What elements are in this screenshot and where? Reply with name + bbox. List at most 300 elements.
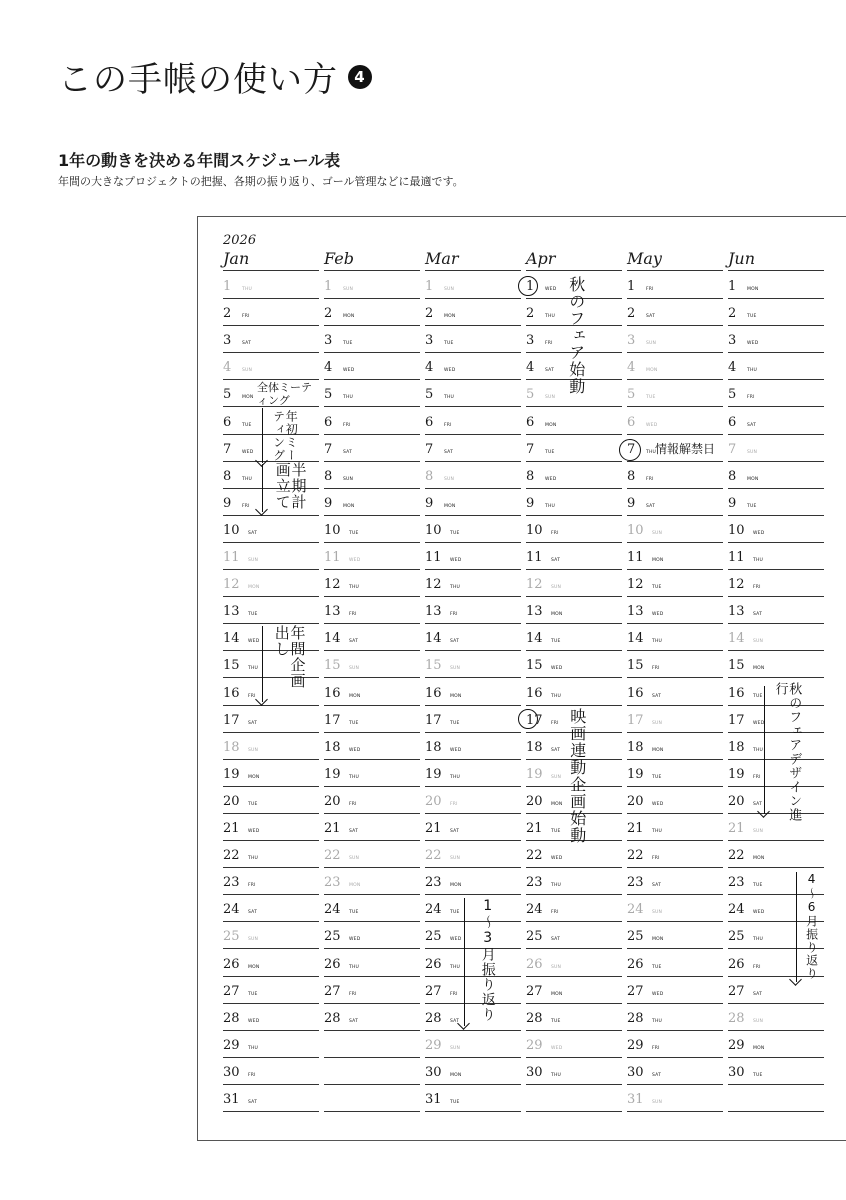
- weekday-label: SAT: [248, 720, 258, 726]
- weekday-label: SAT: [551, 937, 561, 943]
- note-jun-design: 秋のフェアデザイン進行: [772, 682, 802, 822]
- day-number: 6: [526, 414, 535, 430]
- day-number: 6: [324, 414, 333, 430]
- day-number: 25: [223, 929, 240, 945]
- weekday-label: FRI: [753, 585, 761, 591]
- day-number: 17: [627, 712, 644, 728]
- day-row: [324, 840, 420, 868]
- weekday-label: TUE: [242, 422, 252, 428]
- day-number: 23: [223, 875, 240, 891]
- day-row: [324, 488, 420, 516]
- day-row: [627, 867, 723, 895]
- day-row: [425, 840, 521, 868]
- day-number: 10: [526, 522, 543, 538]
- weekday-label: FRI: [242, 503, 250, 509]
- day-row: [324, 732, 420, 760]
- day-number: 25: [526, 929, 543, 945]
- note-may-release: 情報解禁日: [655, 442, 716, 456]
- weekday-label: TUE: [753, 693, 763, 699]
- day-row: [223, 867, 319, 895]
- day-row: [526, 1057, 622, 1085]
- day-row: [223, 569, 319, 597]
- day-row: [728, 298, 824, 326]
- weekday-label: SAT: [753, 991, 763, 997]
- day-number: 8: [526, 468, 535, 484]
- weekday-label: WED: [545, 287, 557, 292]
- day-number: 20: [728, 793, 745, 809]
- day-number: 25: [627, 929, 644, 945]
- day-number: 19: [324, 766, 341, 782]
- day-number: 16: [526, 685, 543, 701]
- day-number: 14: [425, 631, 442, 647]
- weekday-label: WED: [551, 1045, 563, 1051]
- day-row: [526, 515, 622, 543]
- weekday-label: MON: [242, 395, 254, 401]
- day-number: 18: [627, 739, 644, 755]
- day-row: [324, 678, 420, 706]
- weekday-label: TUE: [248, 801, 258, 807]
- weekday-label: SUN: [444, 476, 455, 482]
- note-jun-arrow-2: [796, 872, 797, 982]
- day-number: 23: [526, 875, 543, 891]
- day-row: [627, 352, 723, 380]
- empty-row: [728, 1084, 824, 1112]
- day-number: 8: [425, 468, 434, 484]
- weekday-label: THU: [248, 1045, 259, 1051]
- day-number: 2: [425, 306, 434, 322]
- day-row: [728, 379, 824, 407]
- weekday-label: WED: [450, 558, 462, 563]
- weekday-label: WED: [444, 368, 456, 374]
- weekday-label: SUN: [747, 449, 758, 455]
- day-row: [425, 1003, 521, 1031]
- day-row: [627, 732, 723, 760]
- weekday-label: MON: [444, 314, 456, 320]
- day-number: 5: [526, 387, 535, 403]
- day-row: [627, 1084, 723, 1112]
- weekday-label: THU: [242, 476, 253, 482]
- day-row: [223, 298, 319, 326]
- day-row: [324, 379, 420, 407]
- day-number: 3: [526, 333, 535, 349]
- day-number: 26: [425, 956, 442, 972]
- weekday-label: SUN: [652, 720, 663, 726]
- empty-row: [324, 1030, 420, 1058]
- day-row: [425, 813, 521, 841]
- weekday-label: TUE: [450, 530, 460, 536]
- day-number: 23: [728, 875, 745, 891]
- day-row: [223, 407, 319, 435]
- day-number: 27: [728, 983, 745, 999]
- day-number: 1: [223, 279, 232, 294]
- day-number: 16: [627, 685, 644, 701]
- day-row: [728, 325, 824, 353]
- weekday-label: SUN: [248, 558, 259, 563]
- day-row: [728, 623, 824, 651]
- apr-1-circle-mark: [518, 276, 538, 296]
- day-row: [425, 1057, 521, 1085]
- day-number: 7: [627, 441, 636, 457]
- note-jan-arrow-3: [262, 626, 263, 702]
- month-header-rule: [223, 252, 319, 271]
- weekday-label: THU: [652, 639, 663, 645]
- weekday-label: SUN: [753, 829, 764, 834]
- day-number: 21: [425, 821, 442, 836]
- weekday-label: SUN: [753, 1018, 764, 1024]
- weekday-label: SUN: [242, 368, 253, 374]
- day-number: 31: [223, 1092, 240, 1107]
- weekday-label: FRI: [349, 991, 357, 997]
- day-number: 10: [324, 522, 341, 538]
- day-row: [627, 542, 723, 570]
- month-header-rule: [526, 252, 622, 271]
- day-number: 16: [223, 685, 240, 701]
- weekday-label: WED: [551, 666, 563, 672]
- day-number: 28: [627, 1010, 644, 1026]
- weekday-label: WED: [545, 476, 557, 482]
- weekday-label: THU: [652, 1018, 663, 1024]
- day-row: [526, 407, 622, 435]
- day-number: 6: [728, 414, 737, 430]
- day-number: 17: [526, 712, 543, 728]
- note-jun-arrow-1: [764, 686, 765, 814]
- weekday-label: WED: [747, 341, 759, 347]
- day-row: [223, 786, 319, 814]
- weekday-label: TUE: [349, 530, 359, 536]
- weekday-label: TUE: [343, 341, 353, 347]
- day-number: 12: [223, 577, 240, 593]
- day-row: [627, 515, 723, 543]
- day-row: [728, 461, 824, 489]
- day-row: [627, 1030, 723, 1058]
- weekday-label: FRI: [248, 883, 256, 889]
- day-number: 12: [728, 577, 745, 593]
- day-row: [324, 894, 420, 922]
- weekday-label: THU: [242, 287, 253, 292]
- day-number: 1: [728, 279, 737, 294]
- day-number: 13: [526, 604, 543, 620]
- weekday-label: FRI: [450, 991, 458, 997]
- weekday-label: FRI: [248, 1072, 256, 1078]
- weekday-label: WED: [248, 1018, 260, 1024]
- weekday-label: SAT: [349, 829, 359, 834]
- weekday-label: FRI: [747, 395, 755, 401]
- weekday-label: FRI: [450, 612, 458, 618]
- weekday-label: SAT: [450, 1018, 460, 1024]
- day-row: [627, 976, 723, 1004]
- weekday-label: THU: [248, 856, 259, 862]
- weekday-label: MON: [450, 883, 462, 889]
- day-number: 29: [526, 1037, 543, 1053]
- day-number: 10: [627, 522, 644, 538]
- weekday-label: WED: [753, 910, 765, 916]
- day-number: 8: [223, 468, 232, 484]
- day-row: [324, 705, 420, 733]
- day-number: 6: [425, 414, 434, 430]
- day-number: 5: [425, 387, 434, 403]
- weekday-label: SAT: [753, 612, 763, 618]
- day-row: [425, 271, 521, 299]
- day-row: [324, 461, 420, 489]
- day-number: 29: [728, 1037, 745, 1053]
- day-number: 23: [425, 875, 442, 891]
- day-row: [526, 1003, 622, 1031]
- weekday-label: SUN: [646, 341, 657, 347]
- weekday-label: SAT: [551, 558, 561, 563]
- day-row: [425, 678, 521, 706]
- day-number: 30: [728, 1064, 745, 1080]
- day-number: 2: [526, 306, 535, 322]
- day-number: 15: [324, 658, 341, 674]
- day-row: [425, 705, 521, 733]
- weekday-label: FRI: [646, 287, 654, 292]
- day-row: [324, 596, 420, 624]
- weekday-label: SAT: [646, 314, 656, 320]
- weekday-label: MON: [747, 287, 759, 292]
- day-row: [526, 976, 622, 1004]
- weekday-label: TUE: [551, 639, 561, 645]
- weekday-label: THU: [450, 964, 461, 970]
- weekday-label: FRI: [242, 314, 250, 320]
- day-row: [223, 434, 319, 462]
- day-number: 16: [425, 685, 442, 701]
- day-row: [526, 596, 622, 624]
- weekday-label: SUN: [551, 585, 562, 591]
- weekday-label: SUN: [652, 530, 663, 536]
- day-row: [223, 1030, 319, 1058]
- weekday-label: MON: [349, 883, 361, 889]
- day-number: 30: [526, 1064, 543, 1080]
- day-number: 29: [223, 1037, 240, 1053]
- day-number: 29: [627, 1037, 644, 1053]
- weekday-label: MON: [450, 693, 462, 699]
- weekday-label: WED: [753, 530, 765, 536]
- day-row: [627, 894, 723, 922]
- weekday-label: SAT: [747, 422, 757, 428]
- day-row: [223, 271, 319, 299]
- day-number: 14: [223, 631, 240, 647]
- day-row: [425, 623, 521, 651]
- day-row: [223, 813, 319, 841]
- day-number: 19: [223, 766, 240, 782]
- day-number: 4: [526, 360, 535, 376]
- weekday-label: WED: [349, 747, 361, 753]
- day-number: 15: [526, 658, 543, 674]
- note-jun-review: 4〜6月振り返り: [804, 872, 819, 980]
- day-number: 12: [425, 577, 442, 593]
- weekday-label: THU: [349, 964, 360, 970]
- weekday-label: FRI: [545, 341, 553, 347]
- day-row: [425, 488, 521, 516]
- day-number: 25: [425, 929, 442, 945]
- note-apr-movie: 映画連動企画始動: [567, 708, 587, 844]
- weekday-label: SUN: [343, 476, 354, 482]
- day-row: [526, 949, 622, 977]
- day-number: 12: [324, 577, 341, 593]
- weekday-label: MON: [753, 1045, 765, 1051]
- day-number: 18: [526, 739, 543, 755]
- month-header-apr: Apr: [526, 249, 556, 268]
- weekday-label: MON: [349, 693, 361, 699]
- day-number: 3: [223, 333, 232, 349]
- day-number: 10: [223, 522, 240, 538]
- day-number: 10: [425, 522, 442, 538]
- weekday-label: THU: [753, 558, 764, 563]
- weekday-label: THU: [343, 395, 354, 401]
- day-number: 18: [324, 739, 341, 755]
- weekday-label: SAT: [652, 883, 662, 889]
- day-number: 11: [324, 550, 341, 565]
- weekday-label: THU: [545, 503, 556, 509]
- day-row: [425, 325, 521, 353]
- weekday-label: THU: [450, 585, 461, 591]
- weekday-label: FRI: [349, 801, 357, 807]
- day-number: 4: [728, 360, 737, 376]
- weekday-label: TUE: [747, 503, 757, 509]
- day-number: 24: [223, 902, 240, 918]
- note-jan-arrow-1: [262, 408, 263, 463]
- weekday-label: TUE: [652, 964, 662, 970]
- day-row: [324, 623, 420, 651]
- day-number: 12: [526, 577, 543, 593]
- day-row: [324, 786, 420, 814]
- day-number: 22: [223, 848, 240, 864]
- weekday-label: TUE: [444, 341, 454, 347]
- weekday-label: SAT: [551, 747, 561, 753]
- weekday-label: MON: [646, 368, 658, 374]
- weekday-label: SAT: [450, 829, 460, 834]
- weekday-label: FRI: [753, 774, 761, 780]
- day-row: [425, 434, 521, 462]
- day-number: 5: [627, 387, 636, 403]
- day-row: [627, 949, 723, 977]
- day-row: [425, 352, 521, 380]
- weekday-label: THU: [551, 883, 562, 889]
- note-jan-annual: 年間企画出し: [272, 625, 307, 689]
- day-row: [526, 623, 622, 651]
- day-row: [728, 488, 824, 516]
- day-number: 1: [425, 279, 434, 294]
- day-number: 6: [223, 414, 232, 430]
- day-number: 31: [425, 1092, 442, 1107]
- day-number: 9: [324, 495, 333, 511]
- day-row: [526, 488, 622, 516]
- day-row: [627, 678, 723, 706]
- day-number: 22: [526, 848, 543, 864]
- weekday-label: TUE: [747, 314, 757, 320]
- day-number: 4: [425, 360, 434, 376]
- day-number: 15: [627, 658, 644, 674]
- weekday-label: SUN: [652, 910, 663, 916]
- day-number: 9: [223, 495, 232, 511]
- day-number: 30: [627, 1064, 644, 1080]
- day-number: 12: [627, 577, 644, 593]
- day-row: [425, 596, 521, 624]
- day-row: [223, 705, 319, 733]
- weekday-label: TUE: [545, 449, 555, 455]
- weekday-label: WED: [242, 449, 254, 455]
- weekday-label: MON: [248, 774, 260, 780]
- weekday-label: FRI: [444, 422, 452, 428]
- weekday-label: MON: [551, 612, 563, 618]
- day-row: [627, 759, 723, 787]
- day-row: [425, 542, 521, 570]
- weekday-label: MON: [551, 801, 563, 807]
- day-number: 17: [728, 712, 745, 728]
- weekday-label: SAT: [450, 639, 460, 645]
- weekday-label: SAT: [444, 449, 454, 455]
- day-row: [324, 569, 420, 597]
- weekday-label: SUN: [551, 774, 562, 780]
- month-header-jun: Jun: [728, 249, 756, 268]
- weekday-label: MON: [545, 422, 557, 428]
- day-number: 24: [324, 902, 341, 918]
- month-header-rule: [324, 252, 420, 271]
- day-number: 27: [425, 983, 442, 999]
- day-number: 1: [526, 279, 535, 294]
- day-row: [425, 867, 521, 895]
- weekday-label: MON: [343, 314, 355, 320]
- empty-row: [324, 1057, 420, 1085]
- weekday-label: SUN: [248, 747, 259, 753]
- weekday-label: THU: [646, 449, 657, 455]
- weekday-label: TUE: [450, 1100, 460, 1105]
- day-number: 8: [324, 468, 333, 484]
- day-number: 11: [223, 550, 240, 565]
- day-number: 13: [728, 604, 745, 620]
- day-row: [223, 976, 319, 1004]
- day-number: 2: [627, 306, 636, 322]
- day-number: 26: [223, 956, 240, 972]
- day-number: 26: [627, 956, 644, 972]
- day-row: [728, 271, 824, 299]
- weekday-label: THU: [444, 395, 455, 401]
- weekday-label: WED: [248, 639, 260, 645]
- weekday-label: FRI: [652, 856, 660, 862]
- weekday-label: THU: [753, 747, 764, 753]
- day-number: 22: [425, 848, 442, 864]
- day-number: 24: [526, 902, 543, 918]
- day-row: [425, 976, 521, 1004]
- day-number: 5: [728, 387, 737, 403]
- month-header-may: May: [627, 249, 662, 268]
- weekday-label: TUE: [450, 910, 460, 916]
- day-number: 9: [526, 495, 535, 511]
- day-number: 22: [728, 848, 745, 864]
- weekday-label: WED: [450, 747, 462, 753]
- day-number: 28: [425, 1010, 442, 1026]
- day-row: [627, 813, 723, 841]
- weekday-label: SAT: [349, 1018, 359, 1024]
- day-row: [526, 867, 622, 895]
- day-number: 24: [728, 902, 745, 918]
- apr-17-circle-mark: [518, 709, 538, 729]
- weekday-label: MON: [753, 856, 765, 862]
- day-number: 3: [627, 333, 636, 349]
- weekday-label: TUE: [753, 883, 763, 889]
- day-row: [425, 650, 521, 678]
- weekday-label: FRI: [248, 693, 256, 699]
- day-number: 14: [324, 631, 341, 647]
- weekday-label: SAT: [248, 910, 258, 916]
- weekday-label: THU: [349, 774, 360, 780]
- weekday-label: FRI: [343, 422, 351, 428]
- day-row: [425, 298, 521, 326]
- day-row: [223, 352, 319, 380]
- weekday-label: THU: [349, 585, 360, 591]
- day-row: [627, 325, 723, 353]
- day-number: 13: [324, 604, 341, 620]
